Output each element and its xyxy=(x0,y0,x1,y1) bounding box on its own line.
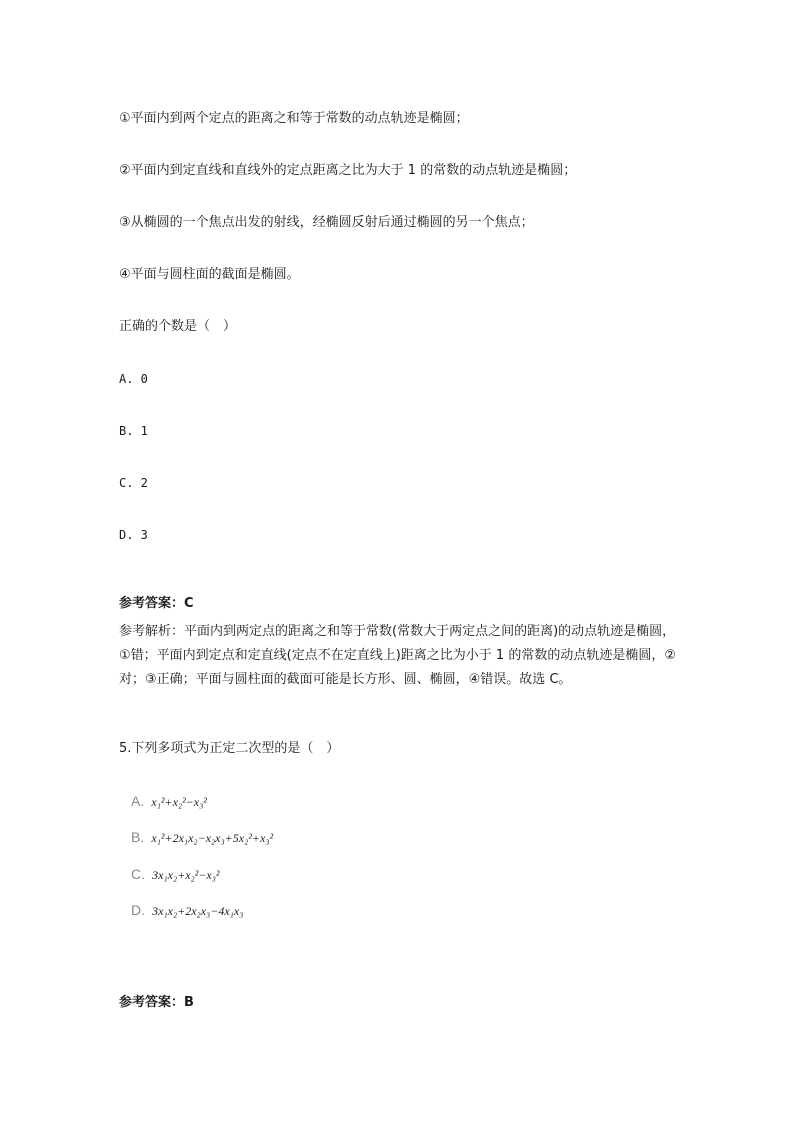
answer-label-q4: 参考答案：C xyxy=(119,596,194,611)
q5-option-b xyxy=(131,828,273,848)
q5-option-expression: 3x₁x₂+2x₂x₃−4x₁x₃ xyxy=(152,904,244,918)
option-c: C. 2 xyxy=(119,476,148,490)
question-prompt: 正确的个数是（ ） xyxy=(119,319,237,334)
q5-option-d xyxy=(131,901,243,921)
statement-2: ②平面内到定直线和直线外的定点距离之比为大于 1 的常数的动点轨迹是椭圆； xyxy=(119,163,577,178)
statement-3: ③从椭圆的一个焦点出发的射线，经椭圆反射后通过椭圆的另一个焦点； xyxy=(119,215,534,230)
answer-label-q5: 参考答案：B xyxy=(119,995,194,1010)
analysis-text: 参考解析：平面内到两定点的距离之和等于常数(常数大于两定点之间的距离)的动点轨迹是椭圆，①错；平面内到定点和定直线(定点不在定直线上)距离之比为小于 1 的常数的动点轨迹是椭圆，②对；③正确；平面与圆柱面的截面可能是长方形、圆、椭圆，④错误。故选 C。 xyxy=(119,624,676,687)
question-5-stem: 5.下列多项式为正定二次型的是（ ） xyxy=(119,741,340,756)
q5-option-expression: x₁²+x₂²−x₃² xyxy=(151,795,207,809)
q5-option-letter: C. xyxy=(131,866,145,882)
q5-option-expression: x₁²+2x₁x₂−x₂x₃+5x₂²+x₃² xyxy=(151,831,274,845)
q5-option-expression: 3x₁x₂+x₂²−x₃² xyxy=(152,868,220,882)
q5-option-letter: B. xyxy=(131,829,145,845)
q5-option-c xyxy=(131,865,220,885)
statement-4: ④平面与圆柱面的截面是椭圆。 xyxy=(119,267,300,282)
option-a: A. 0 xyxy=(119,372,148,386)
option-b: B. 1 xyxy=(119,424,148,438)
q5-option-a xyxy=(131,792,207,812)
option-d: D. 3 xyxy=(119,528,148,542)
q5-option-letter: A. xyxy=(131,793,145,809)
q5-option-letter: D. xyxy=(131,902,145,918)
statement-1: ①平面内到两个定点的距离之和等于常数的动点轨迹是椭圆； xyxy=(119,111,469,126)
